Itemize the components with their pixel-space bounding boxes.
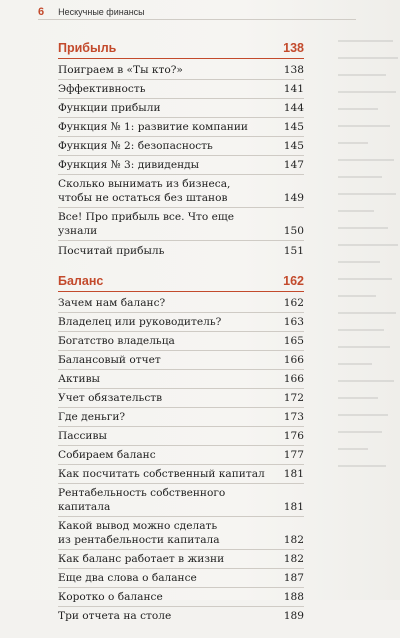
entry-page-number: 176	[283, 429, 304, 442]
toc-entry	[58, 99, 304, 118]
entry-title: Функция № 2: безопасность	[58, 140, 213, 152]
entry-page-number: 149	[283, 192, 304, 204]
section-divider	[58, 58, 304, 59]
toc-entry	[58, 517, 304, 550]
toc-entry	[58, 208, 304, 241]
toc-entry	[58, 408, 304, 427]
entry-title: Сколько вынимать из бизнеса, чтобы не остаться без штанов	[58, 178, 231, 204]
entry-title: Три отчета на столе	[58, 610, 172, 623]
table-of-contents	[58, 40, 304, 638]
entry-title: Владелец или руководитель?	[58, 315, 222, 328]
entry-title: Поиграем в «Ты кто?»	[58, 64, 183, 76]
entry-title: Как баланс работает в жизни	[58, 552, 225, 565]
entry-title: Балансовый отчет	[58, 353, 161, 366]
section-title: Баланс	[58, 273, 104, 288]
entry-page-number: 150	[283, 225, 304, 237]
entry-page-number: 166	[283, 353, 304, 366]
entry-page-number: 182	[283, 533, 304, 546]
section-heading	[58, 40, 304, 57]
toc-entry	[58, 313, 304, 332]
entry-page-number: 147	[283, 159, 304, 171]
entry-title: Учет обязательств	[58, 391, 163, 404]
header-divider	[38, 19, 356, 20]
entry-page-number: 141	[283, 83, 304, 95]
entry-page-number: 189	[283, 610, 304, 623]
toc-entry	[58, 427, 304, 446]
book-title: Нескучные финансы	[58, 7, 145, 17]
entry-title: Зачем нам баланс?	[58, 296, 166, 309]
section-heading	[58, 273, 304, 290]
entry-page-number: 172	[283, 391, 304, 404]
entry-title: Функции прибыли	[58, 102, 161, 114]
entry-page-number: 162	[283, 296, 304, 309]
entry-page-number: 173	[283, 410, 304, 423]
entry-page-number: 165	[283, 334, 304, 347]
toc-entry	[58, 351, 304, 370]
toc-entry	[58, 137, 304, 156]
entry-title: Пассивы	[58, 429, 107, 442]
entry-page-number: 181	[283, 500, 304, 513]
entry-title: Богатство владельца	[58, 334, 175, 347]
toc-section	[58, 273, 304, 626]
entry-title: Рентабельность собственного капитала	[58, 486, 226, 513]
entry-page-number: 166	[283, 372, 304, 385]
entry-page-number: 138	[283, 64, 304, 76]
section-page-number: 138	[283, 41, 304, 55]
entry-page-number: 145	[283, 121, 304, 133]
toc-entry	[58, 607, 304, 626]
entry-title: Как посчитать собственный капитал	[58, 467, 265, 480]
toc-entry	[58, 370, 304, 389]
show-through-text	[338, 40, 400, 460]
entry-page-number: 182	[283, 552, 304, 565]
entry-page-number: 151	[283, 244, 304, 257]
toc-entry	[58, 588, 304, 607]
entry-title: Посчитай прибыль	[58, 244, 165, 257]
entry-title: Коротко о балансе	[58, 590, 163, 603]
section-title: Прибыль	[58, 41, 117, 55]
entry-page-number: 144	[283, 102, 304, 114]
entry-page-number: 188	[283, 590, 304, 603]
toc-entry	[58, 294, 304, 313]
section-page-number: 162	[283, 273, 304, 288]
toc-section	[58, 40, 304, 260]
toc-entry	[58, 175, 304, 208]
entry-title: Какой вывод можно сделать из рентабельности капитала	[58, 519, 220, 546]
entry-page-number: 187	[283, 571, 304, 584]
toc-entry	[58, 241, 304, 260]
toc-entry	[58, 484, 304, 517]
toc-entry	[58, 389, 304, 408]
entry-title: Все! Про прибыль все. Что еще узнали	[58, 211, 235, 237]
toc-entry	[58, 61, 304, 80]
toc-entry	[58, 118, 304, 137]
toc-entry	[58, 550, 304, 569]
toc-entry	[58, 80, 304, 99]
entry-title: Функция № 1: развитие компании	[58, 121, 248, 133]
entry-page-number: 181	[283, 467, 304, 480]
entry-title: Где деньги?	[58, 410, 126, 423]
entry-title: Функция № 3: дивиденды	[58, 159, 200, 171]
toc-entry	[58, 569, 304, 588]
entry-title: Собираем баланс	[58, 448, 156, 461]
running-header	[38, 6, 145, 18]
toc-entry	[58, 446, 304, 465]
entry-page-number: 177	[283, 448, 304, 461]
entry-title: Активы	[58, 372, 100, 385]
section-divider	[58, 291, 304, 292]
entry-page-number: 145	[283, 140, 304, 152]
toc-entry	[58, 156, 304, 175]
page-number: 6	[38, 6, 45, 18]
entry-page-number: 163	[283, 315, 304, 328]
toc-entry	[58, 332, 304, 351]
entry-title: Эффективность	[58, 83, 146, 95]
entry-title: Еще два слова о балансе	[58, 571, 197, 584]
toc-entry	[58, 465, 304, 484]
